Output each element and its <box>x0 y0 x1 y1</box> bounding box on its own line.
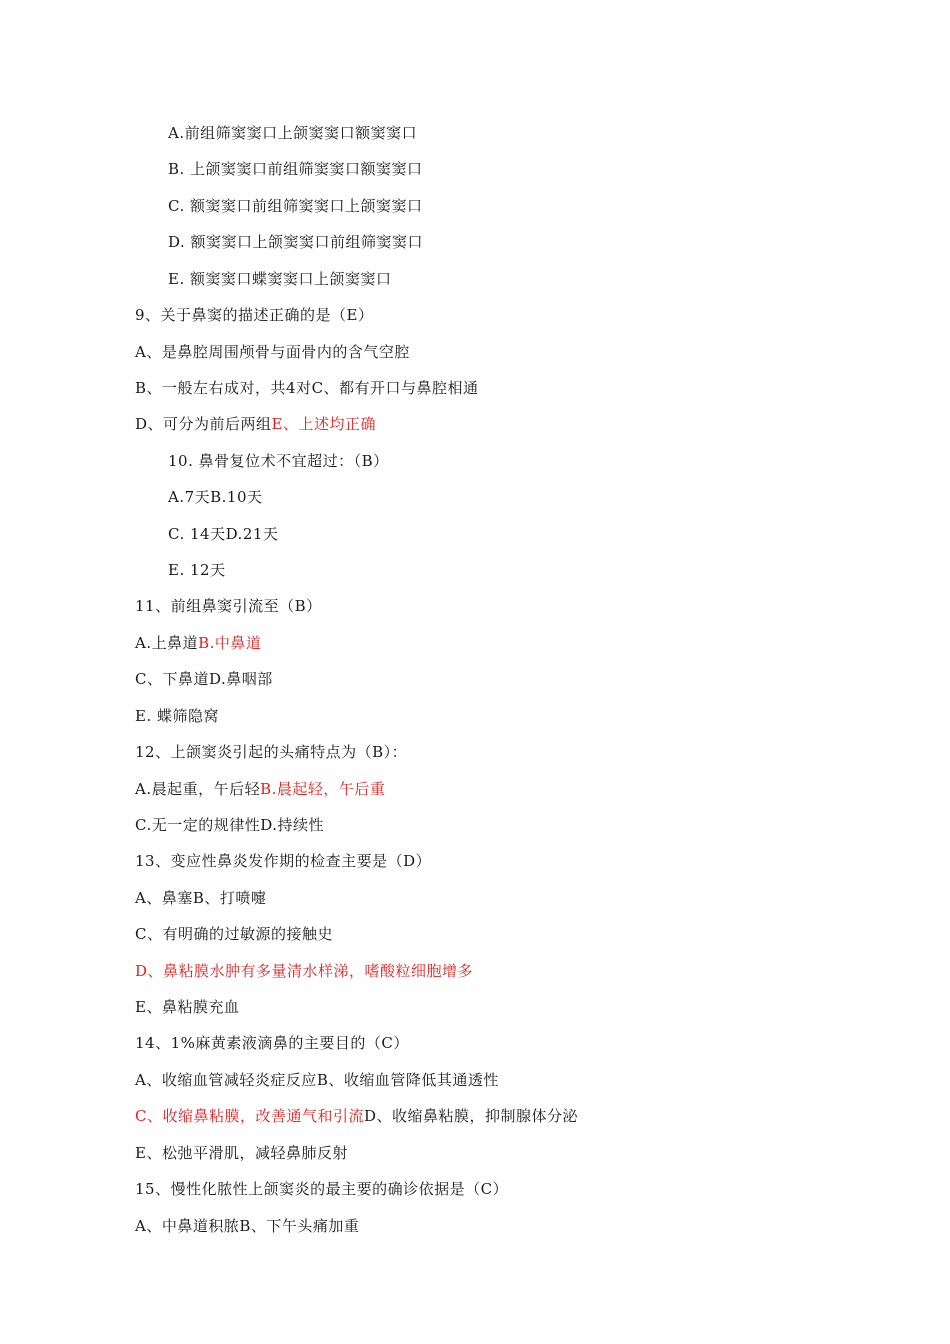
question-line: 13、变应性鼻炎发作期的检查主要是（D） <box>135 852 432 870</box>
option-line: C、收缩鼻粘膜，改善通气和引流D、收缩鼻粘膜，抑制腺体分泌 <box>135 1107 579 1125</box>
answer-highlight: B.晨起轻，午后重 <box>260 780 386 798</box>
option-line <box>135 961 473 981</box>
answer-highlight: D、鼻粘膜水肿有多量清水样涕，嗜酸粒细胞增多 <box>135 962 474 980</box>
option-line: E. 12天 <box>168 561 226 579</box>
option-line: C.无一定的规律性D.持续性 <box>135 816 324 834</box>
question-line: 10. 鼻骨复位术不宜超过：（B） <box>168 452 389 470</box>
option-line: C. 14天D.21天 <box>168 525 279 543</box>
option-line: A.上鼻道B.中鼻道 <box>135 634 262 652</box>
question-line: 9、关于鼻窦的描述正确的是（E） <box>135 306 374 324</box>
option-line: A、收缩血管减轻炎症反应B、收缩血管降低其通透性 <box>135 1071 499 1089</box>
option-line: E. 蝶筛隐窝 <box>135 707 219 725</box>
option-line: E、松弛平滑肌，减轻鼻肺反射 <box>135 1144 348 1162</box>
answer-highlight: C、收缩鼻粘膜，改善通气和引流 <box>135 1107 364 1125</box>
option-line: A、是鼻腔周围颅骨与面骨内的含气空腔 <box>135 343 410 361</box>
question-line: 14、1%麻黄素液滴鼻的主要目的（C） <box>135 1034 409 1052</box>
answer-highlight: B.中鼻道 <box>198 634 262 652</box>
option-line: A.晨起重，午后轻B.晨起轻，午后重 <box>135 780 386 798</box>
answer-highlight: E、上述均正确 <box>271 415 376 433</box>
option-line: C、下鼻道D.鼻咽部 <box>135 670 273 688</box>
option-line: C. 额窦窦口前组筛窦窦口上颌窦窦口 <box>168 197 423 215</box>
option-line: B、一般左右成对，共4对C、都有开口与鼻腔相通 <box>135 379 479 397</box>
option-line: D、可分为前后两组E、上述均正确 <box>135 415 376 433</box>
option-line: A、中鼻道积脓B、下午头痛加重 <box>135 1217 360 1235</box>
option-line: E、鼻粘膜充血 <box>135 998 240 1016</box>
question-line: 15、慢性化脓性上颌窦炎的最主要的确诊依据是（C） <box>135 1180 509 1198</box>
question-line: 11、前组鼻窦引流至（B） <box>135 597 322 615</box>
option-line: C、有明确的过敏源的接触史 <box>135 925 333 943</box>
option-line: D. 额窦窦口上颌窦窦口前组筛窦窦口 <box>168 233 424 251</box>
option-line: B. 上颌窦窦口前组筛窦窦口额窦窦口 <box>168 160 423 178</box>
option-line: A、鼻塞B、打喷嚏 <box>135 889 267 907</box>
option-line: A.前组筛窦窦口上颌窦窦口额窦窦口 <box>168 124 418 142</box>
option-line: E. 额窦窦口蝶窦窦口上颌窦窦口 <box>168 270 392 288</box>
question-line: 12、上颌窦炎引起的头痛特点为（B）： <box>135 743 408 761</box>
option-line: A.7天B.10天 <box>168 488 263 506</box>
